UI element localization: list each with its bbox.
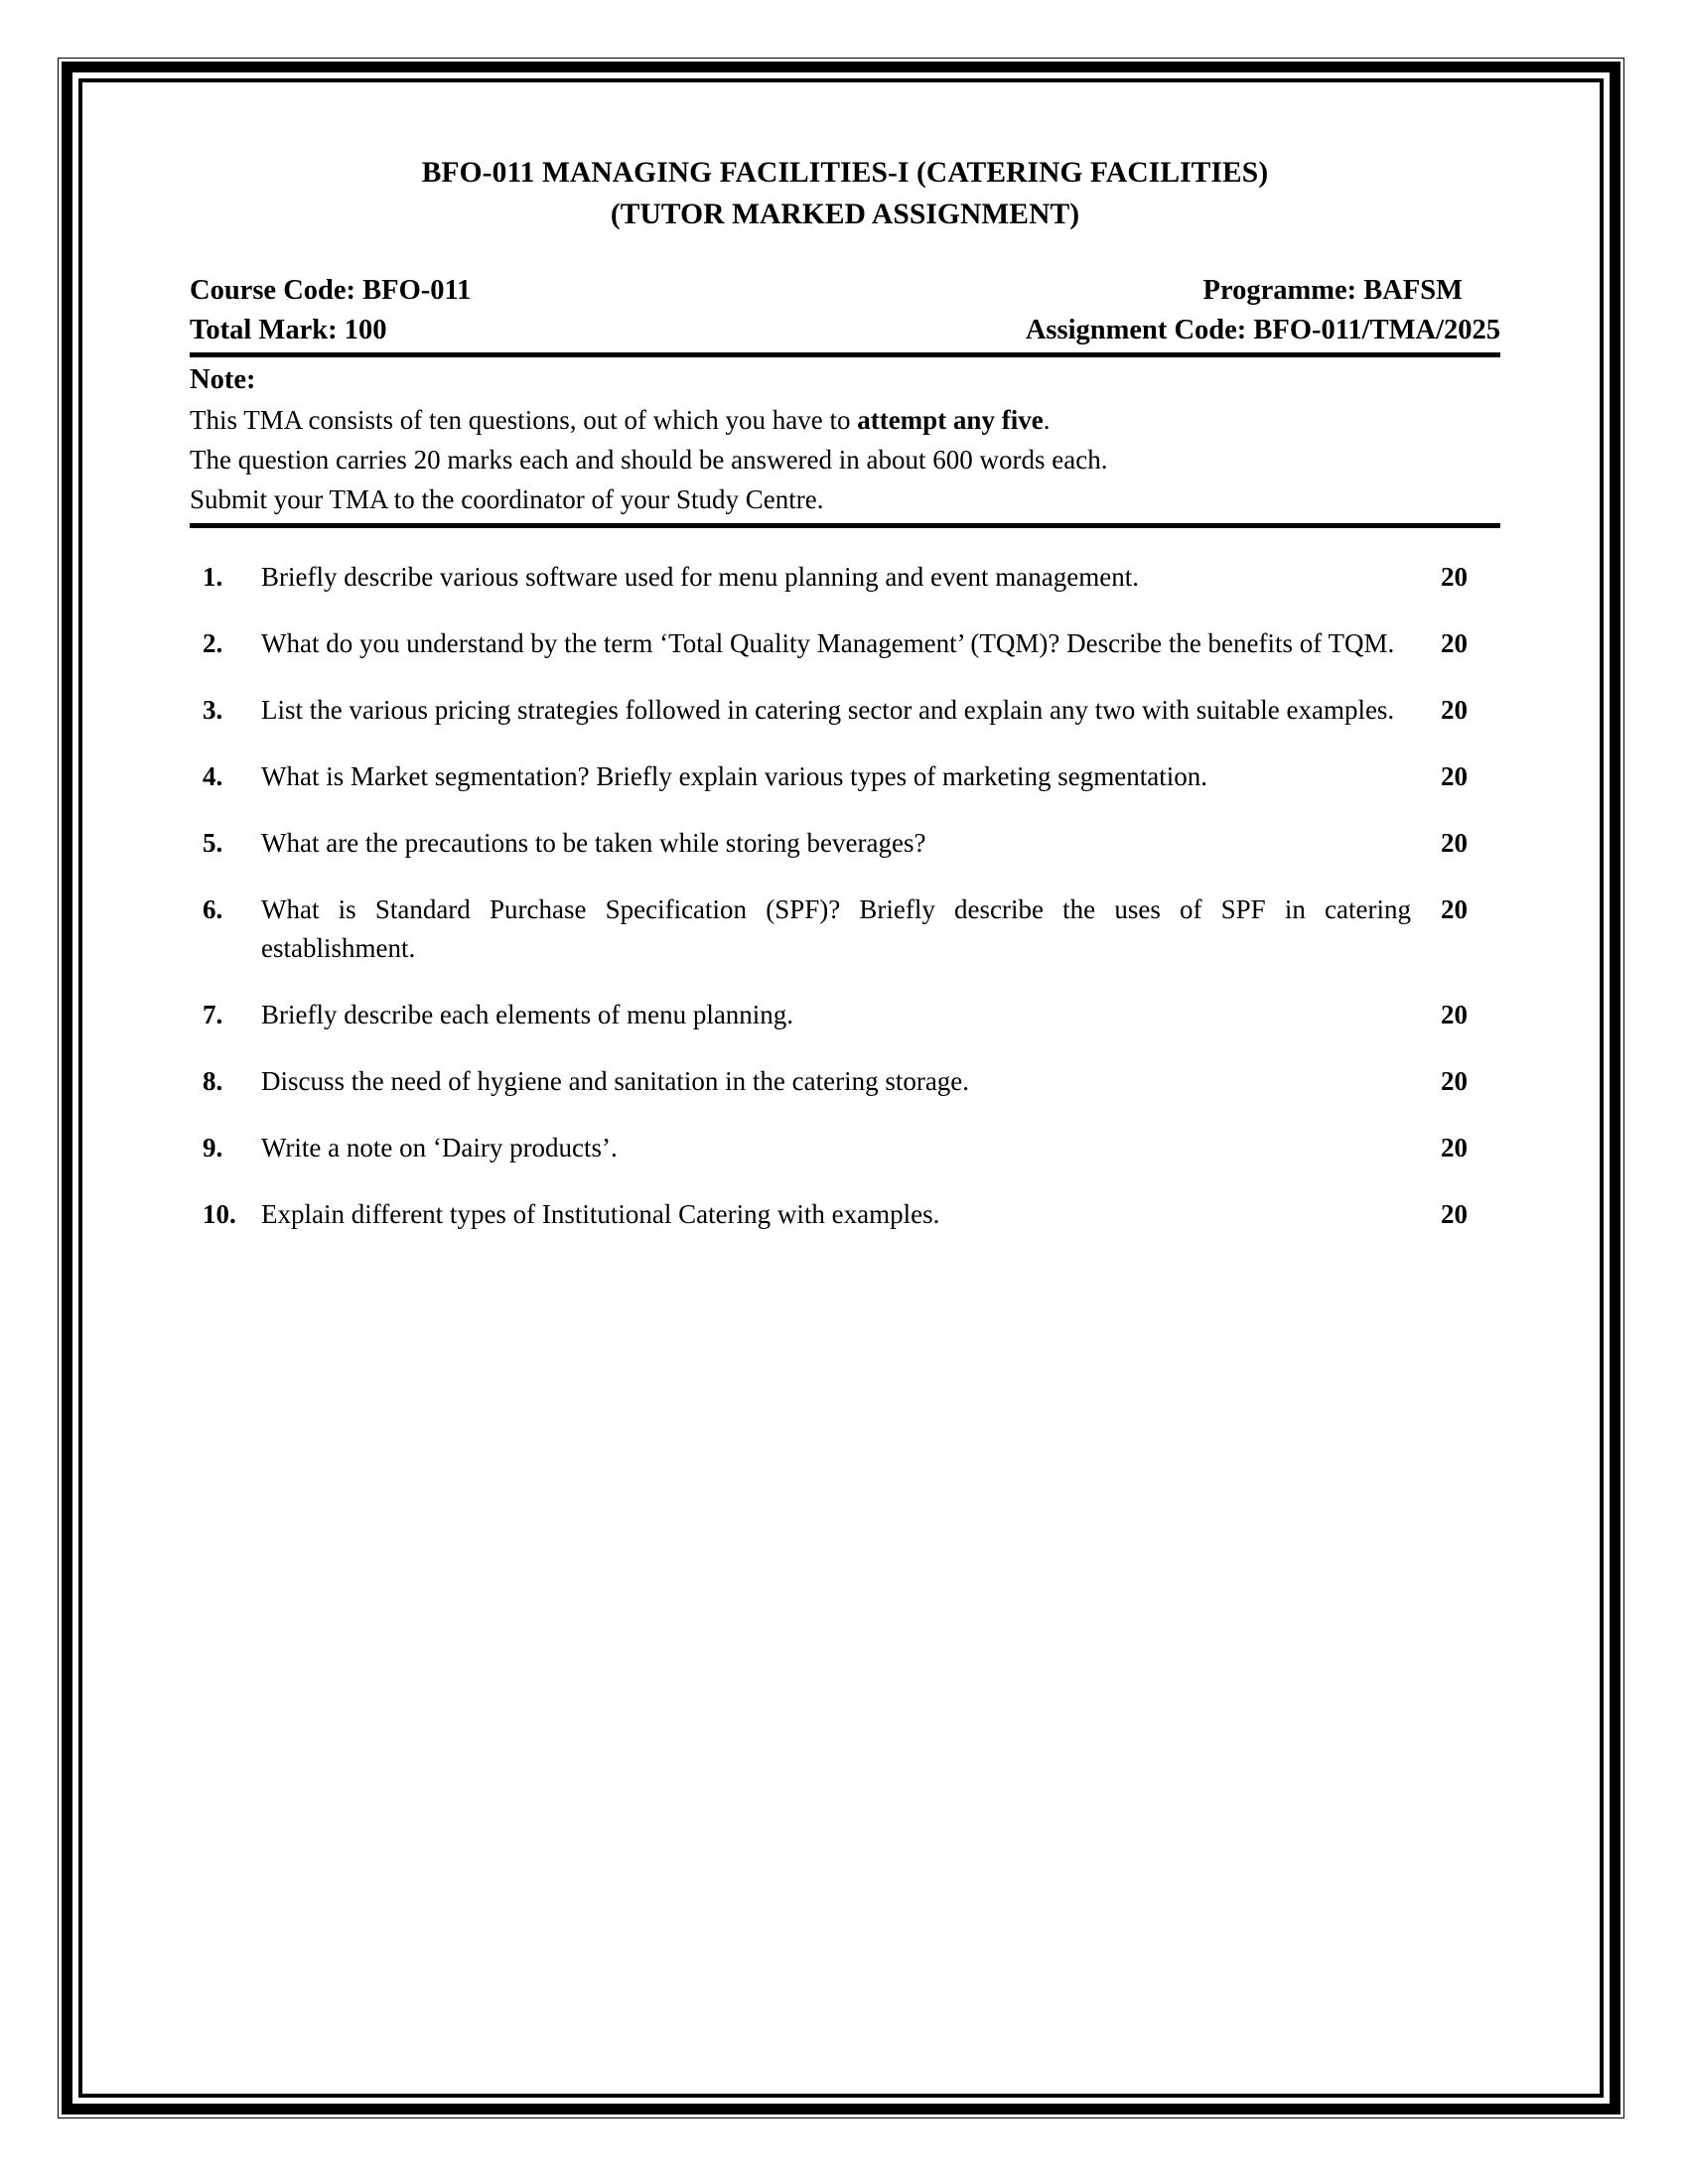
question-text: What do you understand by the term ‘Total Quality Management’ (TQM)? Describe the benefits of TQM. xyxy=(261,628,1395,658)
question-marks: 20 xyxy=(1441,1066,1468,1096)
question-row xyxy=(190,1062,1500,1101)
course-meta-block xyxy=(190,271,1500,357)
question-text: Explain different types of Institutional Catering with examples. xyxy=(261,1199,940,1229)
question-marks: 20 xyxy=(1441,761,1468,791)
note-line-1 xyxy=(190,400,1500,440)
question-number: 9. xyxy=(203,1133,223,1162)
question-row xyxy=(190,1195,1500,1234)
question-number: 5. xyxy=(203,828,223,858)
course-code-label: Course Code: BFO-011 xyxy=(190,275,472,306)
question-text: What are the precautions to be taken while storing beverages? xyxy=(261,828,926,858)
question-marks: 20 xyxy=(1441,695,1468,725)
document-content xyxy=(190,152,1500,2018)
total-mark-label: Total Mark: 100 xyxy=(190,315,387,345)
title-line-1: BFO-011 MANAGING FACILITIES-I (CATERING FACILITIES) xyxy=(421,157,1269,189)
question-text: List the various pricing strategies followed in catering sector and explain any two with suitable examples. xyxy=(261,695,1395,725)
page-frame xyxy=(58,58,1624,2118)
question-number: 1. xyxy=(203,562,223,592)
question-number: 8. xyxy=(203,1066,223,1096)
questions-list xyxy=(190,558,1500,1234)
course-meta-row-1 xyxy=(190,271,1500,311)
title-line-2: (TUTOR MARKED ASSIGNMENT) xyxy=(610,199,1080,230)
note-line-1-text: This TMA consists of ten questions, out of which you have to xyxy=(190,405,858,435)
note-heading: Note: xyxy=(190,364,256,395)
question-marks: 20 xyxy=(1441,828,1468,858)
question-number: 10. xyxy=(203,1199,236,1229)
question-text: What is Standard Purchase Specification (SPF)? Briefly describe the uses of SPF in catering establishment. xyxy=(261,894,1411,963)
question-row xyxy=(190,996,1500,1034)
question-marks: 20 xyxy=(1441,562,1468,592)
question-marks: 20 xyxy=(1441,1133,1468,1162)
question-number: 6. xyxy=(203,894,223,924)
page-border-inner xyxy=(78,78,1604,2098)
note-line-1-emphasis: attempt any five xyxy=(857,405,1044,435)
question-row xyxy=(190,1129,1500,1167)
course-meta-row-2 xyxy=(190,311,1500,350)
question-row xyxy=(190,558,1500,597)
assignment-code-label: Assignment Code: BFO-011/TMA/2025 xyxy=(1025,315,1500,345)
question-marks: 20 xyxy=(1441,628,1468,658)
note-line-2: The question carries 20 marks each and should be answered in about 600 words each. xyxy=(190,445,1108,475)
question-text: Briefly describe various software used for menu planning and event management. xyxy=(261,562,1139,592)
question-row xyxy=(190,691,1500,730)
question-row xyxy=(190,757,1500,796)
note-line-3: Submit your TMA to the coordinator of your Study Centre. xyxy=(190,484,824,514)
question-text: What is Market segmentation? Briefly explain various types of marketing segmentation. xyxy=(261,761,1207,791)
question-marks: 20 xyxy=(1441,894,1468,924)
note-line-1-tail: . xyxy=(1043,405,1051,435)
question-marks: 20 xyxy=(1441,1199,1468,1229)
question-row xyxy=(190,824,1500,863)
question-text: Write a note on ‘Dairy products’. xyxy=(261,1133,618,1162)
note-block xyxy=(190,359,1500,528)
question-row xyxy=(190,890,1500,968)
question-number: 3. xyxy=(203,695,223,725)
question-text: Briefly describe each elements of menu planning. xyxy=(261,1000,794,1029)
question-text: Discuss the need of hygiene and sanitation in the catering storage. xyxy=(261,1066,970,1096)
question-marks: 20 xyxy=(1441,1000,1468,1029)
page-title xyxy=(190,152,1500,235)
question-number: 4. xyxy=(203,761,223,791)
question-row xyxy=(190,624,1500,663)
question-number: 2. xyxy=(203,628,223,658)
programme-label: Programme: BAFSM xyxy=(1202,275,1463,306)
page-border-outer xyxy=(62,62,1620,2115)
question-number: 7. xyxy=(203,1000,223,1029)
